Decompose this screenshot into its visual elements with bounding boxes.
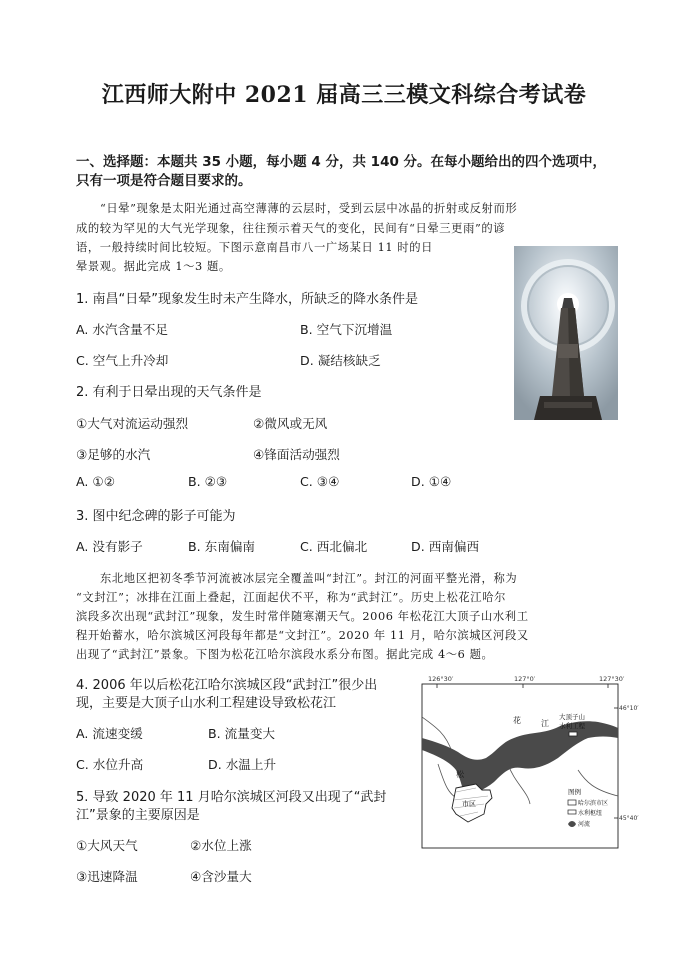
- map-river-songhua: [422, 721, 618, 794]
- question-3-stem: 3. 图中纪念碑的影子可能为: [76, 509, 236, 524]
- sun-halo-photo: [514, 246, 618, 420]
- question-1-option-b[interactable]: B. 空气下沉增温: [300, 322, 393, 337]
- question-5-statement-2: ②水位上涨: [190, 838, 252, 853]
- question-5-stem-line2: 江”景象的主要原因是: [76, 808, 200, 823]
- map-legend-city: 哈尔滨市区: [578, 800, 609, 807]
- question-4-stem-line2: 现，主要是大顶子山水利工程建设导致松花江: [76, 696, 337, 711]
- question-2-statement-3: ③足够的水汽: [76, 447, 151, 462]
- question-2-option-c[interactable]: C. ③④: [300, 474, 340, 489]
- question-5-statement-1: ①大风天气: [76, 838, 138, 853]
- question-5-statement-4: ④含沙量大: [190, 869, 252, 884]
- question-4-option-b[interactable]: B. 流量变大: [208, 726, 276, 741]
- passage2-line4: 程开始蓄水，哈尔滨城区河段每年都是“文封江”。2020 年 11 月，哈尔滨城区河段又: [76, 629, 529, 642]
- map-legend-title: 图例: [568, 788, 581, 796]
- map-lat-label-1: 46°10′: [619, 705, 639, 712]
- map-legend-river: 河流: [578, 821, 591, 828]
- map-label-project-2: 水利工程: [559, 722, 585, 730]
- question-2-statement-1: ①大气对流运动强烈: [76, 416, 189, 431]
- question-2-option-a[interactable]: A. ①②: [76, 474, 115, 489]
- map-lat-label-2: 45°40′: [619, 815, 639, 822]
- question-2-option-b[interactable]: B. ②③: [188, 474, 228, 489]
- passage1-line4: 晕景观。据此完成 1～3 题。: [76, 260, 231, 273]
- question-3-option-c[interactable]: C. 西北偏北: [300, 539, 368, 554]
- passage2-line3: 滨段多次出现“武封江”现象，发生时常伴随寒潮天气。2006 年松花江大顶子山水利工: [76, 610, 529, 623]
- section-heading-line2: 只有一项是符合题目要求的。: [76, 173, 252, 189]
- question-1-option-a[interactable]: A. 水汽含量不足: [76, 322, 168, 337]
- map-lon-label-2: 127°0′: [514, 675, 536, 683]
- passage1-line1: “日晕”现象是太阳光通过高空薄薄的云层时，受到云层中冰晶的折射或反射而形: [100, 202, 518, 215]
- question-4-option-c[interactable]: C. 水位升高: [76, 757, 144, 772]
- question-4-option-d[interactable]: D. 水温上升: [208, 757, 277, 772]
- question-1-option-c[interactable]: C. 空气上升冷却: [76, 353, 169, 368]
- question-3-option-a[interactable]: A. 没有影子: [76, 539, 143, 554]
- passage1-line2: 成的较为罕见的大气光学现象，往往预示着天气的变化，民间有“日晕三更雨”的谚: [76, 222, 506, 235]
- question-4-option-a[interactable]: A. 流速变缓: [76, 726, 143, 741]
- passage2-line2: “文封江”；冰排在江面上叠起，江面起伏不平，称为“武封江”。历史上松花江哈尔: [76, 591, 506, 604]
- question-3-option-b[interactable]: B. 东南偏南: [188, 539, 256, 554]
- question-3-option-d[interactable]: D. 西南偏西: [411, 539, 480, 554]
- map-label-hua: 花: [513, 716, 521, 725]
- question-2-statement-4: ④锋面活动强烈: [253, 447, 340, 462]
- question-1-stem: 1. 南昌“日晕”现象发生时未产生降水，所缺乏的降水条件是: [76, 292, 419, 307]
- question-2-statement-2: ②微风或无风: [253, 416, 328, 431]
- map-label-city: 市区: [462, 800, 476, 808]
- question-1-option-d[interactable]: D. 凝结核缺乏: [300, 353, 381, 368]
- question-5-statement-3: ③迅速降温: [76, 869, 138, 884]
- question-5-stem-line1: 5. 导致 2020 年 11 月哈尔滨城区河段又出现了“武封: [76, 790, 387, 805]
- section-heading-line1: 一、选择题：本题共 35 小题，每小题 4 分，共 140 分。在每小题给出的四个选项中，: [76, 154, 607, 170]
- question-2-stem: 2. 有利于日晕出现的天气条件是: [76, 385, 262, 400]
- map-label-jiang: 江: [541, 719, 549, 728]
- map-legend-hub: 水利枢纽: [578, 810, 603, 817]
- question-4-stem-line1: 4. 2006 年以后松花江哈尔滨城区段“武封江”很少出: [76, 678, 378, 693]
- map-lon-label-1: 126°30′: [428, 675, 454, 683]
- page-title: 江西师大附中 2021 届高三三模文科综合考试卷: [101, 82, 587, 108]
- passage1-line3: 语，一般持续时间比较短。下图示意南昌市八一广场某日 11 时的日: [76, 241, 434, 254]
- map-label-song: 松: [456, 770, 464, 779]
- passage2-line5: 出现了“武封江”景象。下图为松花江哈尔滨段水系分布图。据此完成 4～6 题。: [76, 648, 494, 661]
- map-label-project-1: 大顶子山: [559, 713, 585, 721]
- songhua-river-map: [418, 672, 640, 852]
- passage2-line1: 东北地区把初冬季节河流被冰层完全覆盖叫“封江”。封江的河面平整光滑，称为: [100, 572, 518, 585]
- question-2-option-d[interactable]: D. ①④: [411, 474, 452, 489]
- map-lon-label-3: 127°30′: [599, 675, 625, 683]
